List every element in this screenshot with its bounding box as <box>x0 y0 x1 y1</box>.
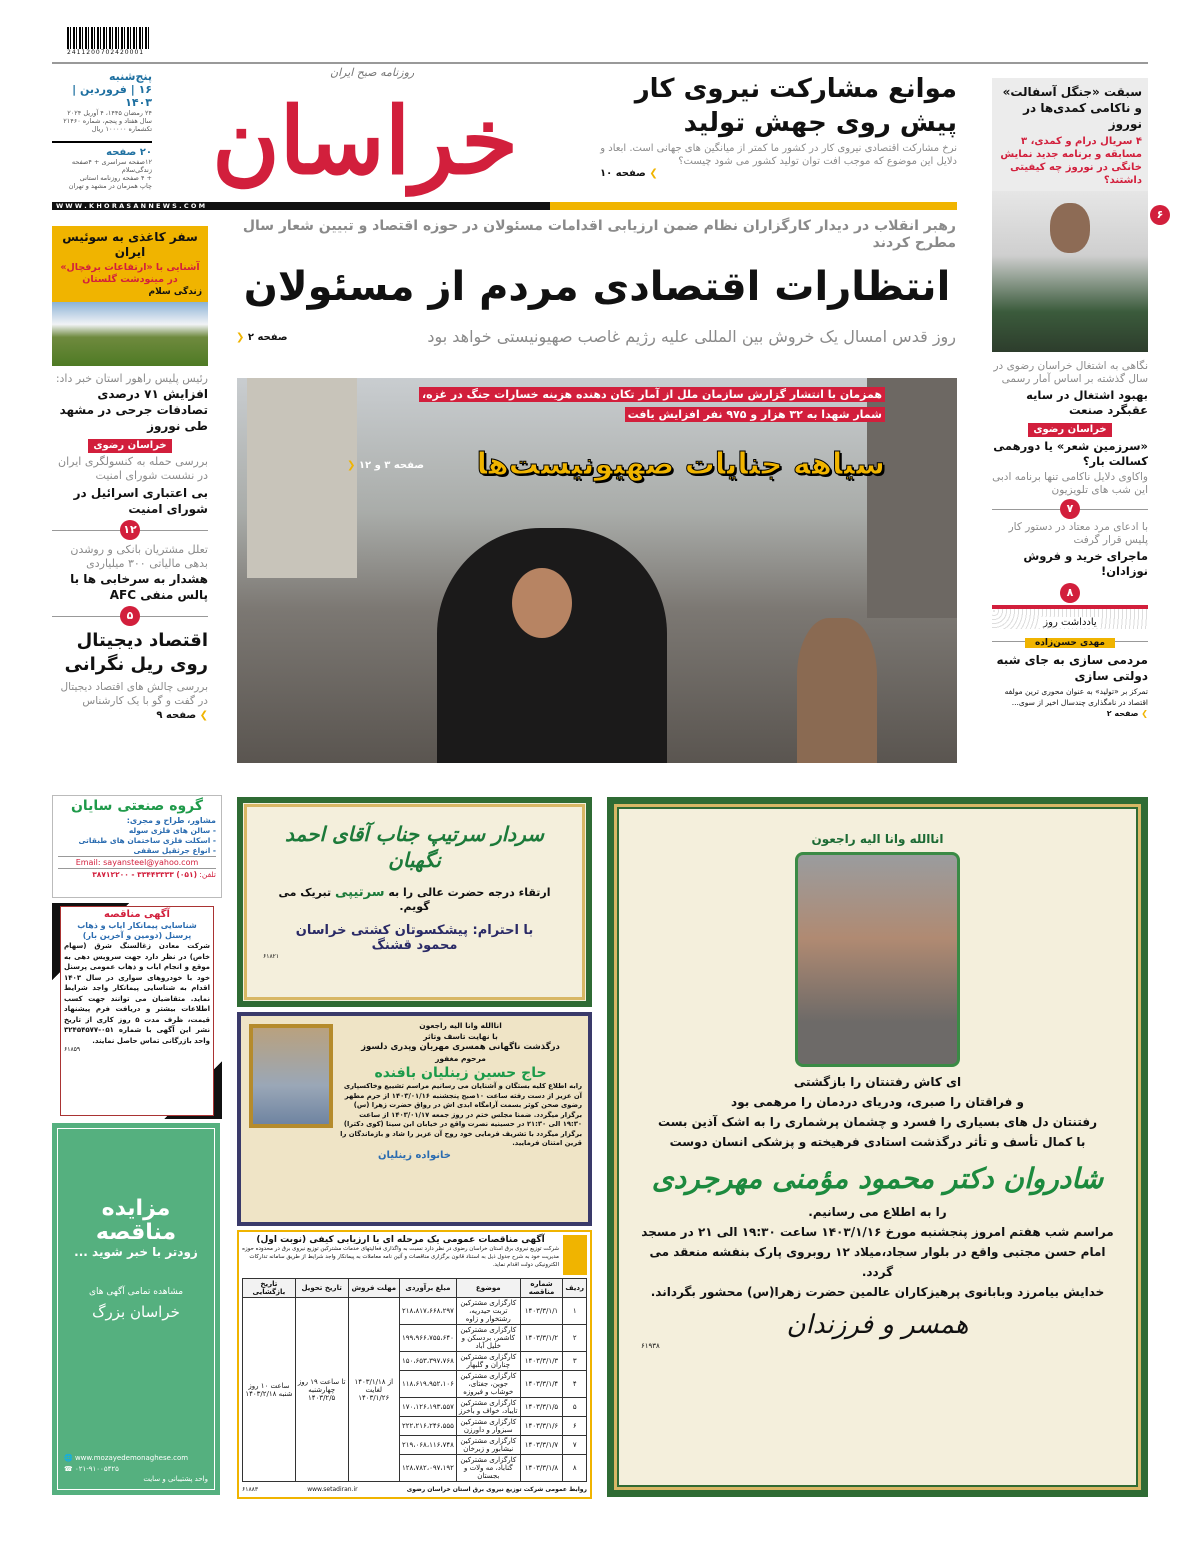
table-cell: ۱۹۹،۹۶۶،۷۵۵،۶۴۰ <box>400 1325 457 1352</box>
tender-table-ad[interactable]: آگهی مناقصات عمومی یک مرحله ای با ارزیابی کیفی (نوبت اول) شرکت توزیع نیروی برق استان خراسان رضوی در نظر دارد نسبت به واگذاری فعالیتهای خدمات مشترکین توزیع نیروی برق در محدوده حوزه مدیریت خود به شرح جدول ذیل به استناد قانون برگزاری مناقصات و آئین نامه معاملات به پیمانکار واجد شرایط از طریق سامانه تدارکات الکترونیکی دولت اقدام نماید. ردیف شماره مناقصه موضوع مبلغ برآوردی مهلت فروش تاریخ تحویل تاریخ بازگشایی ۱ ۱۴۰۳/۳/۱/۱ کارگزاری مشترکین تربت حیدریه، رشتخوار و زاوه ۲۱۸،۸۱۷،۶۶۸،۲۹۷ از ۱۴۰۳/۱/۱۸ لغایت ۱۴۰۳/۱/۲۶ تا ساعت ۱۹ روز چهارشنبه ۱۴۰۳/۲/۵ ساعت ۱۰ روز شنبه ۱۴۰۳/۲/۱۸ ۲ ۱۴۰۳/۳/۱/۲ کارگزاری مشترکین کاشمر، بردسکن و خلیل آباد ۱۹۹،۹۶۶،۷۵۵،۶۴۰ ۳ ۱۴۰۳/۳/۱/۳ کارگزاری مشترکین چناران و گلبهار ۱۵۰،۶۵۳،۳۹۷،۷۶۸ ۴ ۱۴۰۳/۳/۱/۴ کارگزاری مشترکین جوین، جغتای، خوشاب و فیروزه ۱۱۸،۶۱۹،۹۵۲،۱۰۶ ۵ ۱۴۰۳/۳/۱/۵ کارگزاری مشترکین تایباد، خواف و باخرز ۱۷۰،۱۲۶،۱۹۳،۵۵۷ ۶ ۱۴۰۳/۳/۱/۶ کارگزاری مشترکین سبزوار و داورزن ۲۲۲،۲۱۶،۲۴۶،۵۵۵ ۷ ۱۴۰۳/۳/۱/۷ کارگزاری مشترکین نیشابور و زبرخان ۲۱۹،۰۶۸،۱۱۶،۷۴۸ ۸ ۱۴۰۳/۳/۱/۸ کارگزاری مشترکین گناباد، مه ولات و بجستان ۱۲۸،۷۸۲،۰۹۷،۱۹۲ روابط عمومی شرکت توزیع نیروی برق استان خراسان رضوی www.setadiran.ir ۶۱۸۸۳ <box>237 1230 592 1499</box>
table-cell: ۸ <box>563 1455 587 1482</box>
table-cell: کارگزاری مشترکین تربت حیدریه، رشتخوار و زاوه <box>456 1298 520 1325</box>
table-cell: ۵ <box>563 1398 587 1417</box>
tender-table: ردیف شماره مناقصه موضوع مبلغ برآوردی مهلت فروش تاریخ تحویل تاریخ بازگشایی ۱ ۱۴۰۳/۳/۱/۱ کارگزاری مشترکین تربت حیدریه، رشتخوار و زاوه ۲۱۸،۸۱۷،۶۶۸،۲۹۷ از ۱۴۰۳/۱/۱۸ لغایت ۱۴۰۳/۱/۲۶ تا ساعت ۱۹ روز چهارشنبه ۱۴۰۳/۲/۵ ساعت ۱۰ روز شنبه ۱۴۰۳/۲/۱۸ ۲ ۱۴۰۳/۳/۱/۲ کارگزاری مشترکین کاشمر، بردسکن و خلیل آباد ۱۹۹،۹۶۶،۷۵۵،۶۴۰ ۳ ۱۴۰۳/۳/۱/۳ کارگزاری مشترکین چناران و گلبهار ۱۵۰،۶۵۳،۳۹۷،۷۶۸ ۴ ۱۴۰۳/۳/۱/۴ کارگزاری مشترکین جوین، جغتای، خوشاب و فیروزه ۱۱۸،۶۱۹،۹۵۲،۱۰۶ ۵ ۱۴۰۳/۳/۱/۵ کارگزاری مشترکین تایباد، خواف و باخرز ۱۷۰،۱۲۶،۱۹۳،۵۵۷ ۶ ۱۴۰۳/۳/۱/۶ کارگزاری مشترکین سبزوار و داورزن ۲۲۲،۲۱۶،۲۴۶،۵۵۵ ۷ ۱۴۰۳/۳/۱/۷ کارگزاری مشترکین نیشابور و زبرخان ۲۱۹،۰۶۸،۱۱۶،۷۴۸ ۸ ۱۴۰۳/۳/۱/۸ کارگزاری مشترکین گناباد، مه ولات و بجستان ۱۲۸،۷۸۲،۰۹۷،۱۹۲ <box>242 1278 587 1482</box>
company-logo <box>563 1235 587 1275</box>
main-headline[interactable]: انتظارات اقتصادی مردم از مسئولان <box>243 264 951 310</box>
green-ad[interactable]: مزایده مناقصه زودتر با خبر شوید ... مشاهده تمامی آگهی های خراسان بزرگ 🌐 www.mozayedemonaghese.com ☎ ۰۲۱-۹۱۰۰۵۴۲۵ واحد پشتیبانی و سایت <box>52 1123 220 1495</box>
table-cell: کارگزاری مشترکین تایباد، خواف و باخرز <box>456 1398 520 1417</box>
issue-day: پنج‌شنبه <box>108 70 152 83</box>
sayan-ad[interactable]: گروه صنعتی سایان مشاور، طراح و مجری: - سالن های فلزی سوله - اسکلت فلزی ساختمان های طبقاتی - انواع جرثقیل سقفی Email: sayansteel@yahoo.com تلفن: (۰۵۱) ۳۳۴۴۳۳۳۳ - ۳۸۷۱۲۲۰۰ <box>52 795 222 898</box>
table-cell-opening: ساعت ۱۰ روز شنبه ۱۴۰۳/۲/۱۸ <box>243 1298 296 1482</box>
table-cell: ۱۵۰،۶۵۳،۳۹۷،۷۶۸ <box>400 1352 457 1371</box>
tender-ad-small[interactable]: آگهی مناقصه شناسایی پیمانکار ایاب و ذهاب پرسنل (دومین و آخرین بار) شرکت معادن زغالسنگ شرق (سهام خاص) در نظر دارد جهت سرویس دهی به موقع و انجام ایاب و ذهاب عمومی پرسنل خود با خودروهای سواری در سال ۱۴۰۳ اقدام به شناسایی پیمانکار واجد شرایط نماید. متقاضیان می توانند جهت کسب اطلاعات بیشتر و دریافت فرم پیشنهاد قیمت، ظرف مدت ۵ روز کاری از تاریخ نشر این آگهی با شماره ۰۵۱-۳۲۴۵۴۵۷۷ واحد بازرگانی تماس حاصل نمایند. ۶۱۸۵۹ <box>52 903 222 1119</box>
issue-info-1: ۲۴ رمضان ۱۴۴۵، ۴ آوریل ۲۰۲۴ <box>67 109 152 117</box>
region-tag[interactable]: خراسان رضوی <box>1028 423 1111 437</box>
landscape-photo <box>52 302 208 366</box>
phone-icon: ☎ <box>64 1465 73 1473</box>
table-row <box>243 1298 587 1325</box>
obituary-large[interactable]: اناالله وانا الیه راجعون ای کاش رفتنتان را بازگشتی و فراقتان را صبری، ودریای دردمان را مرهمی بود رفتنتان دل های بسیاری را فسرد و چشمان پرشماری را به اشک آذین بست با کمال تأسف و تأثر درگذشت استادی فرهیخته و پزشکی انسان دوست شادروان دکتر محمود مؤمنی مهرجردی را به اطلاع می رسانیم. مراسم شب هفتم امروز پنجشنبه مورخ ۱۴۰۳/۱/۱۶ ساعت ۱۹:۳۰ الی ۲۱ در مسجد امام حسن مجتبی واقع در بلوار سجاد،میلاد ۱۲ روبروی پارک بنفشه منعقد می گردد. خدایش بیامرزد وبابانوی پرهیزکاران عالمین حضرت زهرا(س) محشور بگرداند. همسر و فرزندان ۶۱۹۳۸ <box>607 797 1148 1497</box>
page-badge[interactable]: ۱۲ <box>120 520 140 540</box>
issue-info-2: سال هفتاد و پنجم، شماره ۲۱۴۶۰ <box>63 117 152 125</box>
table-cell: کارگزاری مشترکین گناباد، مه ولات و بجستان <box>456 1455 520 1482</box>
portrait-frame <box>249 1024 333 1128</box>
globe-icon: 🌐 <box>64 1454 73 1462</box>
website-bar: W W W . K H O R A S A N N E W S . C O M <box>52 202 550 210</box>
left-column: سفر کاغذی به سوئیس ایران آشنایی با «ارتفاعات برفچال» در مینودشت گلستان زندگی سلام رئیس پلیس راهور استان خبر داد: افزایش ۷۱ درصدی تصادفات جرحی در مشهد طی نوروز خراسان رضوی بررسی حمله به کنسولگری ایران در نشست شورای امنیت بی اعتباری اسرائیل در شورای امنیت ۱۲ تعلل مشتریان بانکی و روشدن بدهی مالیاتی ۳۰۰ میلیاردی هشدار به سرخابی ها با پالس منفی AFC ۵ اقتصاد دیجیتال روی ریل نگرانی بررسی چالش های اقتصاد دیجیتال در گفت و گو با یک کارشناس ❯ صفحه ۹ <box>52 226 208 723</box>
right-column: نگاهی به اشتغال خراسان رضوی در سال گذشته بر اساس آمار رسمی بهبود اشتغال در سایه عقبگرد صنعت خراسان رضوی «سرزمین شعر» یا دورهمی کسالت بار؟ واکاوی دلایل ناکامی تنها برنامه ادبی این شب های تلویزیون ۷ با ادعای مرد معتاد در دستور کار پلیس قرار گرفت ماجرای خرید و فروش نوزادان! ۸ یادداشت روز مهدی حسن‌زاده مردمی سازی به جای شبه دولتی سازی تمرکز بر «تولید» به عنوان محوری ترین مولفه اقتصاد در نامگذاری چندسال اخیر از سوی... ❯ صفحه ۲ <box>992 360 1148 719</box>
table-cell: ۳ <box>563 1352 587 1371</box>
table-cell: ۶ <box>563 1417 587 1436</box>
table-cell: ۱ <box>563 1298 587 1325</box>
main-page-link[interactable]: ❯ صفحه ۲ <box>236 332 288 343</box>
woman-figure <box>437 528 667 763</box>
building-left <box>247 378 357 578</box>
deceased-name: شادروان دکتر محمود مؤمنی مهرجردی <box>651 1162 1104 1195</box>
table-cell: کارگزاری مشترکین نیشابور و زبرخان <box>456 1436 520 1455</box>
gaza-photo[interactable] <box>237 378 957 763</box>
editorial-box: یادداشت روز <box>992 605 1148 629</box>
table-cell: ۱۴۰۳/۳/۱/۱ <box>520 1298 563 1325</box>
table-cell: ۱۴۰۳/۳/۱/۳ <box>520 1352 563 1371</box>
table-cell: ۱۴۰۳/۳/۱/۶ <box>520 1417 563 1436</box>
table-cell: ۱۴۰۳/۳/۱/۴ <box>520 1371 563 1398</box>
table-cell: ۱۴۰۳/۳/۱/۵ <box>520 1398 563 1417</box>
table-cell: کارگزاری مشترکین چناران و گلبهار <box>456 1352 520 1371</box>
table-cell: ۱۴۰۳/۳/۱/۷ <box>520 1436 563 1455</box>
right-teaser[interactable]: سبقت «جنگل آسفالت» و ناکامی کمدی‌ها در نوروز ۴ سریال درام و کمدی، ۳ مسابقه و برنامه جدید نمایش خانگی در نوروز چه کیفیتی داشتند؟ <box>992 78 1148 352</box>
table-cell: ۲۱۸،۸۱۷،۶۶۸،۲۹۷ <box>400 1298 457 1325</box>
table-cell-sale: از ۱۴۰۳/۱/۱۸ لغایت ۱۴۰۳/۱/۲۶ <box>348 1298 399 1482</box>
table-cell: ۲ <box>563 1325 587 1352</box>
page-badge[interactable]: ۸ <box>1060 583 1080 603</box>
top-rule <box>52 62 1148 64</box>
table-cell-delivery: تا ساعت ۱۹ روز چهارشنبه ۱۴۰۳/۲/۵ <box>295 1298 348 1482</box>
woman-face <box>512 568 572 638</box>
page-badge[interactable]: ۵ <box>120 606 140 626</box>
page-count: ۲۰ صفحه <box>106 147 152 158</box>
issue-info-3: تکشماره ۱۰۰۰۰۰ ریال <box>91 125 152 133</box>
teaser-page-badge[interactable]: ۶ <box>1150 205 1170 225</box>
table-cell: ۴ <box>563 1371 587 1398</box>
table-cell: ۱۲۸،۷۸۲،۰۹۷،۱۹۲ <box>400 1455 457 1482</box>
photo-kicker: همزمان با انتشار گزارش سازمان ملل از آمار تکان دهنده هزینه خسارات جنگ در غزه، شمار شهدا به ۳۲ هزار و ۹۷۵ نفر افزایش یافت <box>405 384 885 424</box>
child-figure <box>797 618 877 763</box>
portrait-photo <box>795 852 960 1067</box>
table-cell: کارگزاری مشترکین سبزوار و داورزن <box>456 1417 520 1436</box>
issue-date: ۱۶ | فروردین |۱۴۰۳ <box>72 83 152 109</box>
top-story-headline[interactable]: موانع مشارکت نیروی کار پیش روی جهش تولید <box>634 74 957 138</box>
author-label: مهدی حسن‌زاده <box>1025 638 1115 648</box>
promo-box[interactable]: سفر کاغذی به سوئیس ایران آشنایی با «ارتفاعات برفچال» در مینودشت گلستان زندگی سلام <box>52 226 208 302</box>
logo-subtitle: روزنامه صبح ایران <box>330 66 415 79</box>
top-story-page-link[interactable]: ❯ صفحه ۱۰ <box>600 168 957 180</box>
table-cell: کارگزاری مشترکین کاشمر، بردسکن و خلیل آباد <box>456 1325 520 1352</box>
table-cell: ۱۱۸،۶۱۹،۹۵۲،۱۰۶ <box>400 1371 457 1398</box>
teaser-photo <box>992 191 1148 352</box>
barcode: 2411200702420001 <box>67 27 151 56</box>
ad-logo: مزایده مناقصه <box>95 1196 177 1245</box>
main-subline: روز قدس امسال یک خروش بین المللی علیه رژیم غاصب صهیونیستی خواهد بود <box>427 327 956 346</box>
table-cell: ۲۱۹،۰۶۸،۱۱۶،۷۴۸ <box>400 1436 457 1455</box>
date-block: پنج‌شنبه ۱۶ | فروردین |۱۴۰۳ ۲۴ رمضان ۱۴۴۵، ۴ آوریل ۲۰۲۴ سال هفتاد و پنجم، شماره ۲۱۴۶۰ تکشماره ۱۰۰۰۰۰ ریال ۲۰ صفحه ۱۲صفحه سراسری + ۴صفحه زندگی‌سلام + ۴ صفحه روزنامه استانی چاپ همزمان در مشهد و تهران <box>52 70 152 190</box>
table-cell: ۷ <box>563 1436 587 1455</box>
note-page-link[interactable]: ❯ صفحه ۲ <box>1107 709 1148 718</box>
main-kicker: رهبر انقلاب در دیدار کارگزاران نظام ضمن ارزیابی اقدامات مسئولان در حوزه اقتصاد و تبیین شعار سال مطرح کردند <box>242 218 956 251</box>
photo-page-link[interactable]: ❯ صفحه ۳ و ۱۲ <box>347 460 424 471</box>
table-cell: ۱۴۰۳/۳/۱/۲ <box>520 1325 563 1352</box>
table-cell: کارگزاری مشترکین جوین، جغتای، خوشاب و فیروزه <box>456 1371 520 1398</box>
table-cell: ۱۴۰۳/۳/۱/۸ <box>520 1455 563 1482</box>
obituary-small[interactable]: اناالله وانا الیه راجعون با نهایت تاسف وتاثر درگذشت ناگهانی همسری مهربان وپدری دلسوز مرحوم مغفور حاج حسین زینلیان بافنده رابه اطلاع کلیه بستگان و آشنایان می رسانیم مراسم تشییع وخاکسپاری آن عزیز از دست رفته ساعت ۱۰صبح پنجشنبه ۱۴۰۳/۰۱/۱۶ از حرم مطهر رضوی صحن کوثر بسمت آرامگاه ابدی اش در رواق حضرت زهرا (س) برگزار میگردد. ضمنا مجلس ختم در روز جمعه ۱۴۰۳/۰۱/۱۷ از ساعت ۱۹:۳۰ الی ۲۱:۳۰ در حسینیه نصرت واقع در خیابان ابن سینا (کوی دکترا) برگزار میگردد با تشریف فرمایی خود روح آن عزیز را شاد و بازماندگان را قرین امتنان فرمایید. خانواده زینلیان <box>237 1012 592 1226</box>
top-story[interactable] <box>600 72 957 180</box>
page-badge[interactable]: ۷ <box>1060 499 1080 519</box>
table-cell: ۲۲۲،۲۱۶،۲۴۶،۵۵۵ <box>400 1417 457 1436</box>
table-cell: ۱۷۰،۱۲۶،۱۹۳،۵۵۷ <box>400 1398 457 1417</box>
top-story-lead: نرخ مشارکت اقتصادی نیروی کار در کشور ما کمتر از میانگین های جهانی است. ابعاد و دلایل این موضوع که موجب افت توان تولید کشور می شود چیست؟ <box>600 143 957 167</box>
person-head <box>1050 203 1090 253</box>
newspaper-logo: خراسان <box>212 87 518 195</box>
congrats-ad[interactable]: سردار سرتیپ جناب آقای احمد نگهبان ارتقاء درجه حضرت عالی را به سرتیپی تبریک می گویم. با احترام: پیشکسوتان کشتی خراسان محمود قشنگ ۶۱۸۲۱ <box>237 797 592 1007</box>
photo-headline[interactable]: سیاهه جنایات صهیونیست‌ها <box>476 447 885 482</box>
region-tag[interactable]: خراسان رضوی <box>88 439 171 453</box>
